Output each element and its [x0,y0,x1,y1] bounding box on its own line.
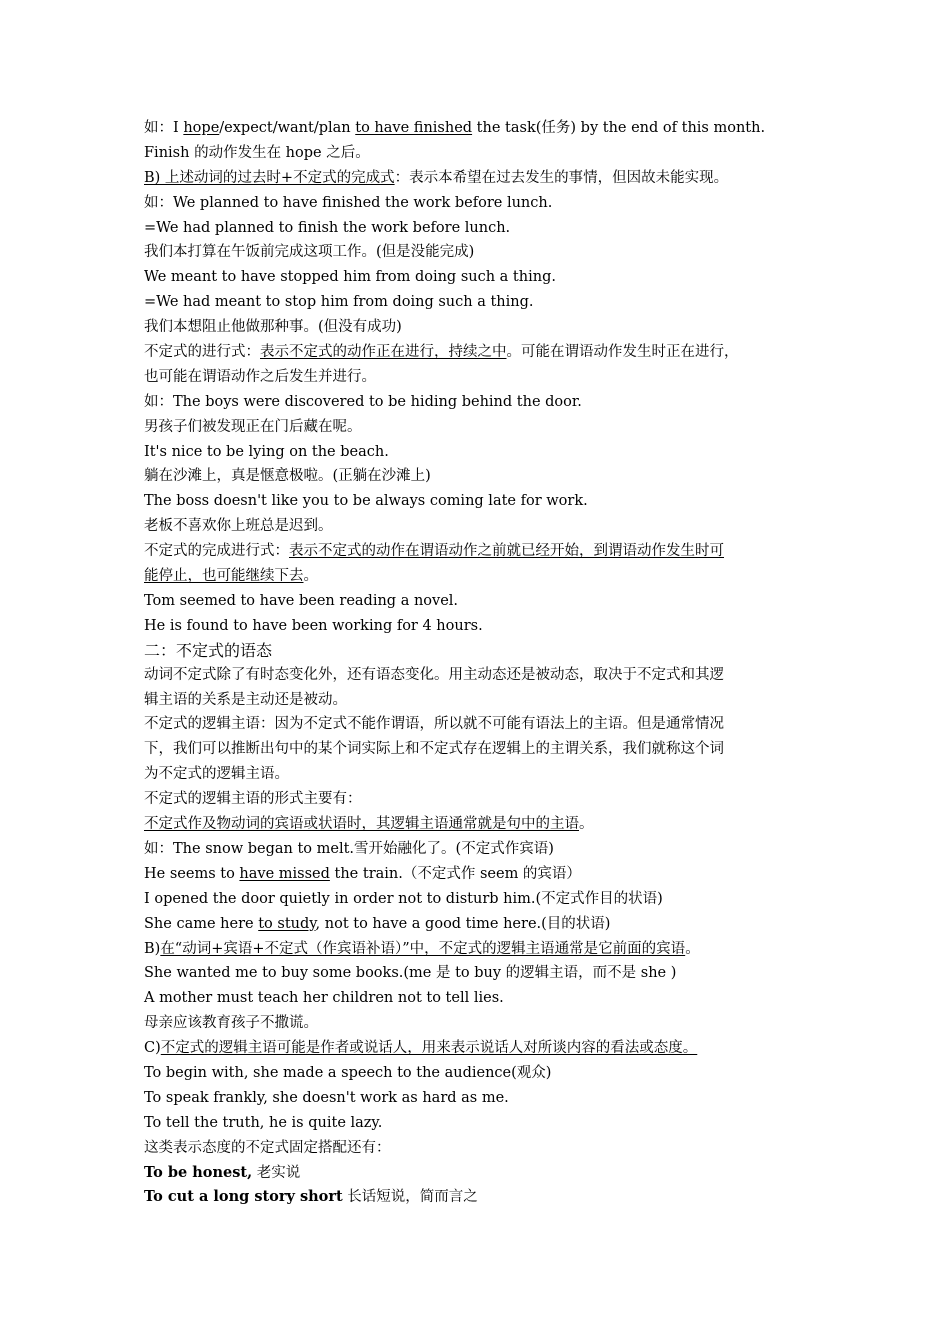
text-line: 动词不定式除了有时态变化外，还有语态变化。用主动态还是被动态，取决于不定式和其逻 [144,666,724,683]
text-line: 如：The snow began to melt.雪开始融化了。(不定式作宾语) [144,840,554,857]
text-line: He is found to have been working for 4 hours. [144,617,483,634]
text-line: 为不定式的逻辑主语。 [144,766,289,783]
section-heading: 二：不定式的语态 [144,640,273,660]
text-line: 不定式的进行式：表示不定式的动作正在进行，持续之中。可能在谓语动作发生时正在进行， [144,344,739,361]
text-line: C)不定式的逻辑主语可能是作者或说话人，用来表示说话人对所谈内容的看法或态度。 [144,1040,698,1057]
text-line: B) 上述动词的过去时+不定式的完成式：表示本希望在过去发生的事情，但因故未能实现。 [144,169,729,186]
text-line: 辑主语的关系是主动还是被动。 [144,691,347,708]
text-line: 能停止，也可能继续下去。 [144,568,318,585]
text-line: I opened the door quietly in order not to disturb him.(不定式作目的状语) [144,890,663,907]
text-line: To cut a long story short 长话短说，简而言之 [144,1188,478,1206]
text-line: 我们本想阻止他做那种事。(但没有成功) [144,319,402,336]
text-line: She wanted me to buy some books.(me 是 to buy 的逻辑主语，而不是 she ) [144,965,677,982]
text-line: B)在“动词+宾语+不定式（作宾语补语）”中，不定式的逻辑主语通常是它前面的宾语。 [144,940,700,957]
text-line: Tom seemed to have been reading a novel. [144,592,459,609]
text-line: 不定式的完成进行式：表示不定式的动作在谓语动作之前就已经开始，到谓语动作发生时可 [144,543,724,560]
text-line: 如：The boys were discovered to be hiding behind the door. [144,393,582,410]
text-line: 不定式的逻辑主语：因为不定式不能作谓语，所以就不可能有语法上的主语。但是通常情况 [144,716,724,733]
text-line: It's nice to be lying on the beach. [144,443,389,460]
text-line: 下，我们可以推断出句中的某个词实际上和不定式存在逻辑上的主谓关系，我们就称这个词 [144,741,724,758]
text-line: 我们本打算在午饭前完成这项工作。(但是没能完成) [144,244,475,261]
text-line: 不定式作及物动词的宾语或状语时，其逻辑主语通常就是句中的主语。 [144,816,594,833]
text-line: The boss doesn't like you to be always coming late for work. [144,493,588,510]
text-line: 不定式的逻辑主语的形式主要有： [144,791,362,808]
text-line: To tell the truth, he is quite lazy. [144,1114,383,1131]
text-line: She came here to study, not to have a good time here.(目的状语) [144,915,611,932]
text-line: 母亲应该教育孩子不撒谎。 [144,1015,318,1032]
text-line: A mother must teach her children not to tell lies. [144,990,504,1007]
text-line: He seems to have missed the train.（不定式作 seem 的宾语） [144,865,581,882]
text-line: 如：We planned to have finished the work before lunch. [144,194,553,211]
text-line: To begin with, she made a speech to the audience(观众) [144,1064,552,1081]
text-line: 男孩子们被发现正在门后藏在呢。 [144,418,362,435]
text-line: 这类表示态度的不定式固定搭配还有： [144,1139,391,1156]
text-line: To be honest, 老实说 [144,1163,301,1181]
text-line: We meant to have stopped him from doing such a thing. [144,269,556,286]
text-line: 躺在沙滩上，真是惬意极啦。(正躺在沙滩上) [144,468,431,485]
text-line: To speak frankly, she doesn't work as hard as me. [144,1089,509,1106]
text-line: 老板不喜欢你上班总是迟到。 [144,518,333,535]
text-line: 如：I hope/expect/want/plan to have finished the task(任务) by the end of this month. [144,120,766,136]
text-line: 也可能在谓语动作之后发生并进行。 [144,368,376,385]
document-body [144,116,814,1210]
text-line: =We had meant to stop him from doing such a thing. [144,294,534,311]
text-line: =We had planned to finish the work before lunch. [144,219,511,236]
text-line: Finish 的动作发生在 hope 之后。 [144,144,370,161]
